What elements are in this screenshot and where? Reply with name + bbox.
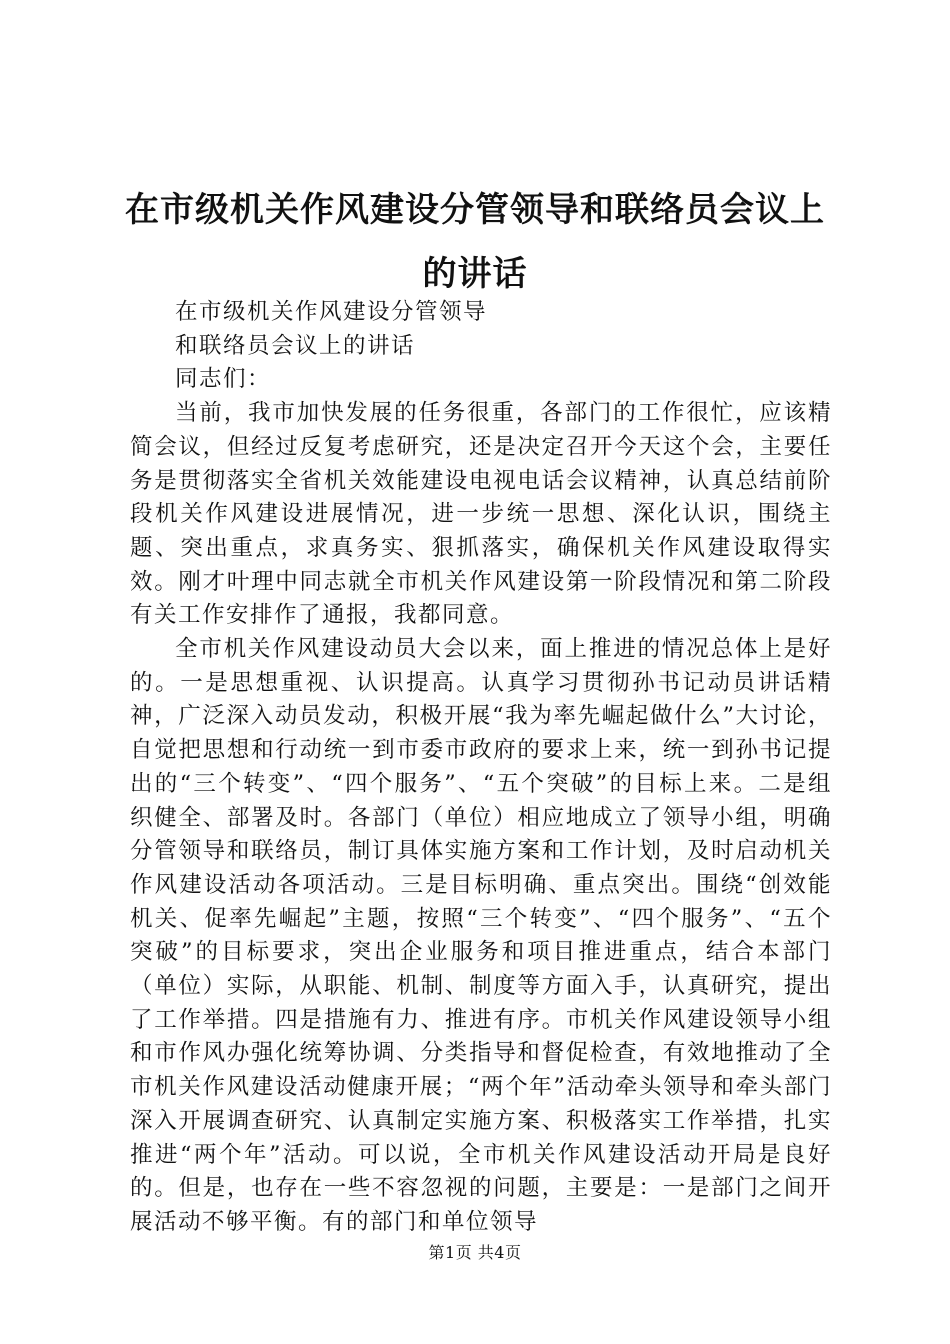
title-line-2: 的讲话	[422, 254, 528, 294]
subtitle-line-2: 和联络员会议上的讲话	[175, 332, 416, 359]
document-title	[110, 178, 840, 306]
document-body	[130, 296, 832, 1240]
title-line-1: 在市级机关作风建设分管领导和联络员会议上	[125, 190, 825, 230]
page-footer: 第1页 共4页	[428, 1243, 522, 1262]
subtitle-line-1: 在市级机关作风建设分管领导	[175, 299, 488, 325]
paragraph-1: 当前，我市加快发展的任务很重，各部门的工作很忙，应该精简会议，但经过反复考虑研究，还是决定召开今天这个会，主要任务是贯彻落实全省机关效能建设电视电话会议精神，认真总结前阶段机关作风建设进展情况，进一步统一思想、深化认识，围绕主题、突出重点，求真务实、狠抓落实，确保机关作风建设取得实效。刚才叶理中同志就全市机关作风建设第一阶段情况和第二阶段有关工作安排作了通报，我都同意。	[130, 400, 832, 629]
paragraph-2: 全市机关作风建设动员大会以来，面上推进的情况总体上是好的。一是思想重视、认识提高。认真学习贯彻孙书记动员讲话精神，广泛深入动员发动，积极开展“我为率先崛起做什么”大讨论，自觉把思想和行动统一到市委市政府的要求上来，统一到孙书记提出的“三个转变”、“四个服务”、“五个突破”的目标上来。二是组织健全、部署及时。各部门（单位）相应地成立了领导小组，明确分管领导和联络员，制订具体实施方案和工作计划，及时启动机关作风建设活动各项活动。三是目标明确、重点突出。围绕“创效能机关、促率先崛起”主题，按照“三个转变”、“四个服务”、“五个突破”的目标要求，突出企业服务和项目推进重点，结合本部门（单位）实际，从职能、机制、制度等方面入手，认真研究，提出了工作举措。四是措施有力、推进有序。市机关作风建设领导小组和市作风办强化统筹协调、分类指导和督促检查，有效地推动了全市机关作风建设活动健康开展；“两个年”活动牵头领导和牵头部门深入开展调查研究、认真制定实施方案、积极落实工作举措，扎实推进“两个年”活动。可以说，全市机关作风建设活动开局是良好的。但是，也存在一些不容忽视的问题，主要是：一是部门之间开展活动不够平衡。有的部门和单位领导	[130, 636, 832, 1235]
salutation: 同志们：	[175, 366, 272, 393]
